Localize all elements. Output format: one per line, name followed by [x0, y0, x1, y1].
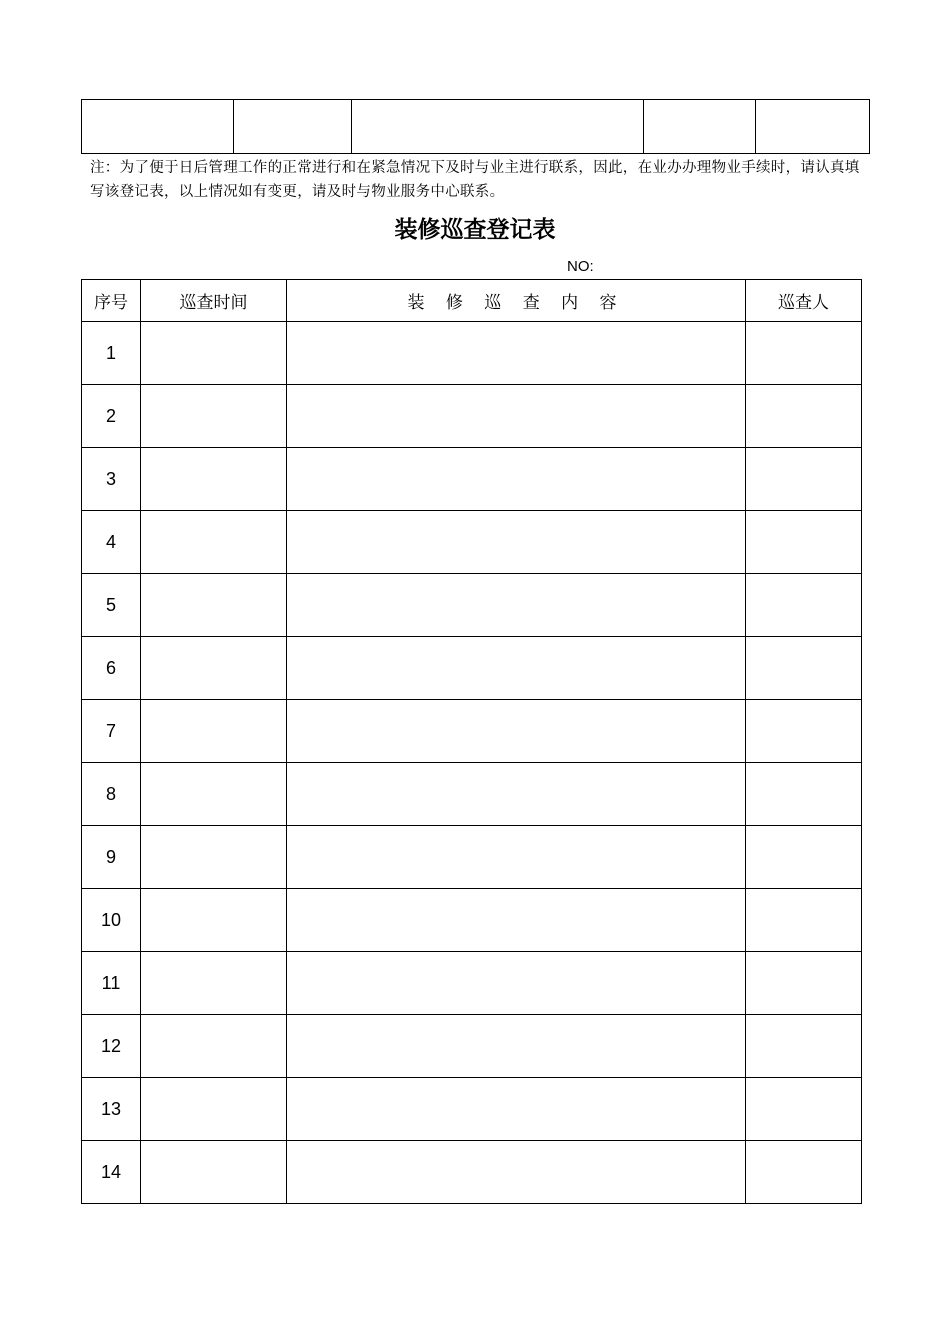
- row-index: 2: [82, 385, 141, 448]
- row-index: 6: [82, 637, 141, 700]
- inspection-time-cell[interactable]: [141, 763, 287, 826]
- inspection-time-cell[interactable]: [141, 1078, 287, 1141]
- inspector-cell[interactable]: [746, 1078, 862, 1141]
- inspection-content-cell[interactable]: [287, 574, 746, 637]
- inspection-time-cell[interactable]: [141, 889, 287, 952]
- inspection-time-cell[interactable]: [141, 952, 287, 1015]
- remnant-cell[interactable]: [756, 100, 870, 154]
- inspector-cell[interactable]: [746, 1015, 862, 1078]
- inspection-time-cell[interactable]: [141, 1141, 287, 1204]
- inspector-cell[interactable]: [746, 826, 862, 889]
- row-index: 12: [82, 1015, 141, 1078]
- inspector-cell[interactable]: [746, 385, 862, 448]
- inspector-cell[interactable]: [746, 322, 862, 385]
- inspector-cell[interactable]: [746, 763, 862, 826]
- table-row: [82, 889, 862, 952]
- table-row: [82, 1015, 862, 1078]
- inspection-content-cell[interactable]: [287, 1141, 746, 1204]
- remnant-cell[interactable]: [82, 100, 234, 154]
- remnant-row: [82, 100, 870, 154]
- inspection-time-cell[interactable]: [141, 826, 287, 889]
- row-index: 9: [82, 826, 141, 889]
- column-header-inspection-content: 装 修 巡 查 内 容: [287, 280, 746, 322]
- table-row: [82, 1078, 862, 1141]
- row-index: 4: [82, 511, 141, 574]
- inspector-cell[interactable]: [746, 637, 862, 700]
- inspection-time-cell[interactable]: [141, 448, 287, 511]
- inspection-time-cell[interactable]: [141, 1015, 287, 1078]
- inspection-content-cell[interactable]: [287, 511, 746, 574]
- row-index: 8: [82, 763, 141, 826]
- note-text: 注：为了便于日后管理工作的正常进行和在紧急情况下及时与业主进行联系，因此，在业办办理物业手续时，请认真填写该登记表，以上情况如有变更，请及时与物业服务中心联系。: [90, 160, 860, 200]
- header-row: [82, 280, 862, 322]
- table-row: [82, 700, 862, 763]
- remnant-cell[interactable]: [352, 100, 644, 154]
- table-row: [82, 322, 862, 385]
- inspector-cell[interactable]: [746, 574, 862, 637]
- row-index: 10: [82, 889, 141, 952]
- column-header-index: 序号: [82, 280, 141, 322]
- table-row: [82, 763, 862, 826]
- table-row: [82, 574, 862, 637]
- table-row: [82, 1141, 862, 1204]
- table-row: [82, 511, 862, 574]
- row-index: 7: [82, 700, 141, 763]
- row-index: 13: [82, 1078, 141, 1141]
- inspection-time-cell[interactable]: [141, 700, 287, 763]
- inspector-cell[interactable]: [746, 511, 862, 574]
- inspection-time-cell[interactable]: [141, 574, 287, 637]
- inspection-time-cell[interactable]: [141, 322, 287, 385]
- inspection-content-cell[interactable]: [287, 763, 746, 826]
- inspection-content-cell[interactable]: [287, 826, 746, 889]
- row-index: 14: [82, 1141, 141, 1204]
- inspection-content-cell[interactable]: [287, 952, 746, 1015]
- column-header-inspector: 巡查人: [746, 280, 862, 322]
- row-index: 1: [82, 322, 141, 385]
- inspection-content-cell[interactable]: [287, 385, 746, 448]
- inspection-content-cell[interactable]: [287, 1078, 746, 1141]
- previous-form-table-remnant: [81, 99, 870, 154]
- form-number-label: NO:: [567, 258, 594, 275]
- table-row: [82, 637, 862, 700]
- inspection-time-cell[interactable]: [141, 511, 287, 574]
- inspection-content-cell[interactable]: [287, 637, 746, 700]
- row-index: 11: [82, 952, 141, 1015]
- row-index: 5: [82, 574, 141, 637]
- inspector-cell[interactable]: [746, 700, 862, 763]
- inspector-cell[interactable]: [746, 1141, 862, 1204]
- inspection-time-cell[interactable]: [141, 637, 287, 700]
- inspection-content-cell[interactable]: [287, 700, 746, 763]
- inspector-cell[interactable]: [746, 448, 862, 511]
- column-header-inspection-time: 巡查时间: [141, 280, 287, 322]
- remnant-cell[interactable]: [644, 100, 756, 154]
- inspector-cell[interactable]: [746, 889, 862, 952]
- remnant-cell[interactable]: [234, 100, 352, 154]
- inspection-content-cell[interactable]: [287, 448, 746, 511]
- table-row: [82, 448, 862, 511]
- inspector-cell[interactable]: [746, 952, 862, 1015]
- row-index: 3: [82, 448, 141, 511]
- table-row: [82, 385, 862, 448]
- inspection-content-cell[interactable]: [287, 322, 746, 385]
- table-row: [82, 952, 862, 1015]
- form-title: 装修巡查登记表: [394, 217, 556, 243]
- table-row: [82, 826, 862, 889]
- inspection-time-cell[interactable]: [141, 385, 287, 448]
- inspection-content-cell[interactable]: [287, 889, 746, 952]
- inspection-log-table: [81, 279, 862, 1204]
- inspection-content-cell[interactable]: [287, 1015, 746, 1078]
